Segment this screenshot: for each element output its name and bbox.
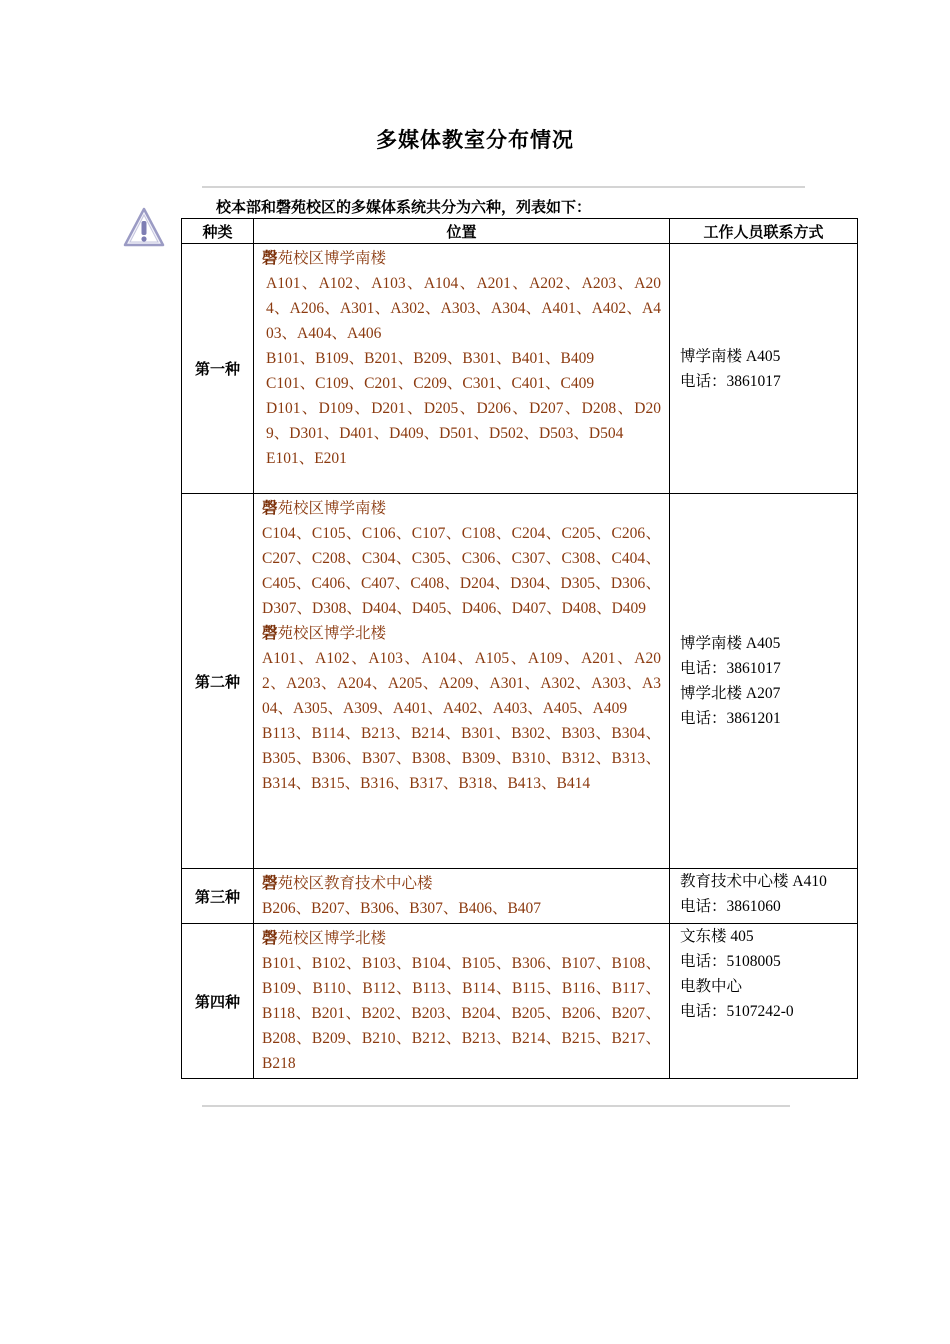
- header-contact: 工作人员联系方式: [670, 219, 858, 244]
- contact-line: 电教中心: [680, 978, 743, 995]
- location-cell: [254, 924, 670, 1079]
- classroom-distribution-table: [181, 218, 858, 1079]
- room-list: C101、C109、C201、C209、C301、C401、C409: [266, 375, 595, 392]
- contact-line: 电话：3861017: [680, 660, 781, 677]
- contact-line: 电话：3861060: [680, 898, 781, 915]
- contact-cell: [670, 869, 858, 924]
- location-cell: [254, 494, 670, 869]
- header-location: 位置: [254, 219, 670, 244]
- contact-line: 博学北楼 A207: [680, 685, 781, 702]
- building-name: 磬苑校区教育技术中心楼: [262, 875, 433, 892]
- contact-line: 教育技术中心楼 A410: [680, 873, 827, 890]
- contact-line: 文东楼 405: [680, 928, 754, 945]
- room-list: B206、B207、B306、B307、B406、B407: [262, 900, 542, 917]
- building-name: 磬苑校区博学北楼: [262, 930, 387, 947]
- contact-line: 博学南楼 A405: [680, 635, 781, 652]
- contact-line: 电话：5108005: [680, 953, 781, 970]
- building-name: 磬苑校区博学北楼: [262, 625, 387, 642]
- contact-line: 电话：3861017: [680, 372, 781, 390]
- table-row: [182, 869, 858, 924]
- room-list: B101、B109、B201、B209、B301、B401、B409: [266, 350, 595, 367]
- warning-triangle-icon: [122, 206, 166, 250]
- room-list: D101、D109、D201、D205、D206、D207、D208、D209、D301、D401、D409、D501、D502、D503、D504: [266, 400, 661, 442]
- location-cell: [254, 244, 670, 494]
- page-title: 多媒体教室分布情况: [376, 128, 574, 152]
- header-type: 种类: [182, 219, 254, 244]
- room-list: C104、C105、C106、C107、C108、C204、C205、C206、C207、C208、C304、C305、C306、C307、C308、C404、C405、C406、C407、C408、D204、D304、D305、D306、D307、D308、D404、D405、D406、D407、D408、D409: [262, 525, 661, 617]
- contact-cell: [670, 244, 858, 494]
- type-cell: 第四种: [182, 924, 254, 1079]
- table-header-row: [182, 219, 858, 244]
- room-list: A101、A102、A103、A104、A105、A109、A201、A202、A203、A204、A205、A209、A301、A302、A303、A304、A305、A309、A401、A402、A403、A405、A409: [262, 650, 661, 717]
- contact-line: 博学南楼 A405: [680, 347, 781, 365]
- room-list: B101、B102、B103、B104、B105、B306、B107、B108、B109、B110、B112、B113、B114、B115、B116、B117、B118、B201、B202、B203、B204、B205、B206、B207、B208、B209、B210、B212、B213、B214、B215、B217、B218: [262, 955, 661, 1072]
- top-divider: [202, 186, 805, 188]
- intro-text: 校本部和磬苑校区的多媒体系统共分为六种，列表如下：: [216, 198, 592, 216]
- type-cell: 第二种: [182, 494, 254, 869]
- building-name: 磬苑校区博学南楼: [262, 250, 387, 267]
- contact-cell: [670, 494, 858, 869]
- location-cell: [254, 869, 670, 924]
- bottom-divider: [202, 1105, 790, 1107]
- table-row: [182, 924, 858, 1079]
- room-list: E101、E201: [266, 450, 347, 467]
- building-name: 磬苑校区博学南楼: [262, 500, 387, 517]
- type-cell: 第一种: [182, 244, 254, 494]
- room-list: A101、A102、A103、A104、A201、A202、A203、A204、A206、A301、A302、A303、A304、A401、A402、A403、A404、A406: [266, 275, 661, 342]
- type-cell: 第三种: [182, 869, 254, 924]
- table-row: [182, 244, 858, 494]
- contact-line: 电话：5107242-0: [680, 1003, 794, 1020]
- contact-cell: [670, 924, 858, 1079]
- table-row: [182, 494, 858, 869]
- contact-line: 电话：3861201: [680, 710, 781, 727]
- room-list: B113、B114、B213、B214、B301、B302、B303、B304、B305、B306、B307、B308、B309、B310、B312、B313、B314、B315、B316、B317、B318、B413、B414: [262, 725, 661, 792]
